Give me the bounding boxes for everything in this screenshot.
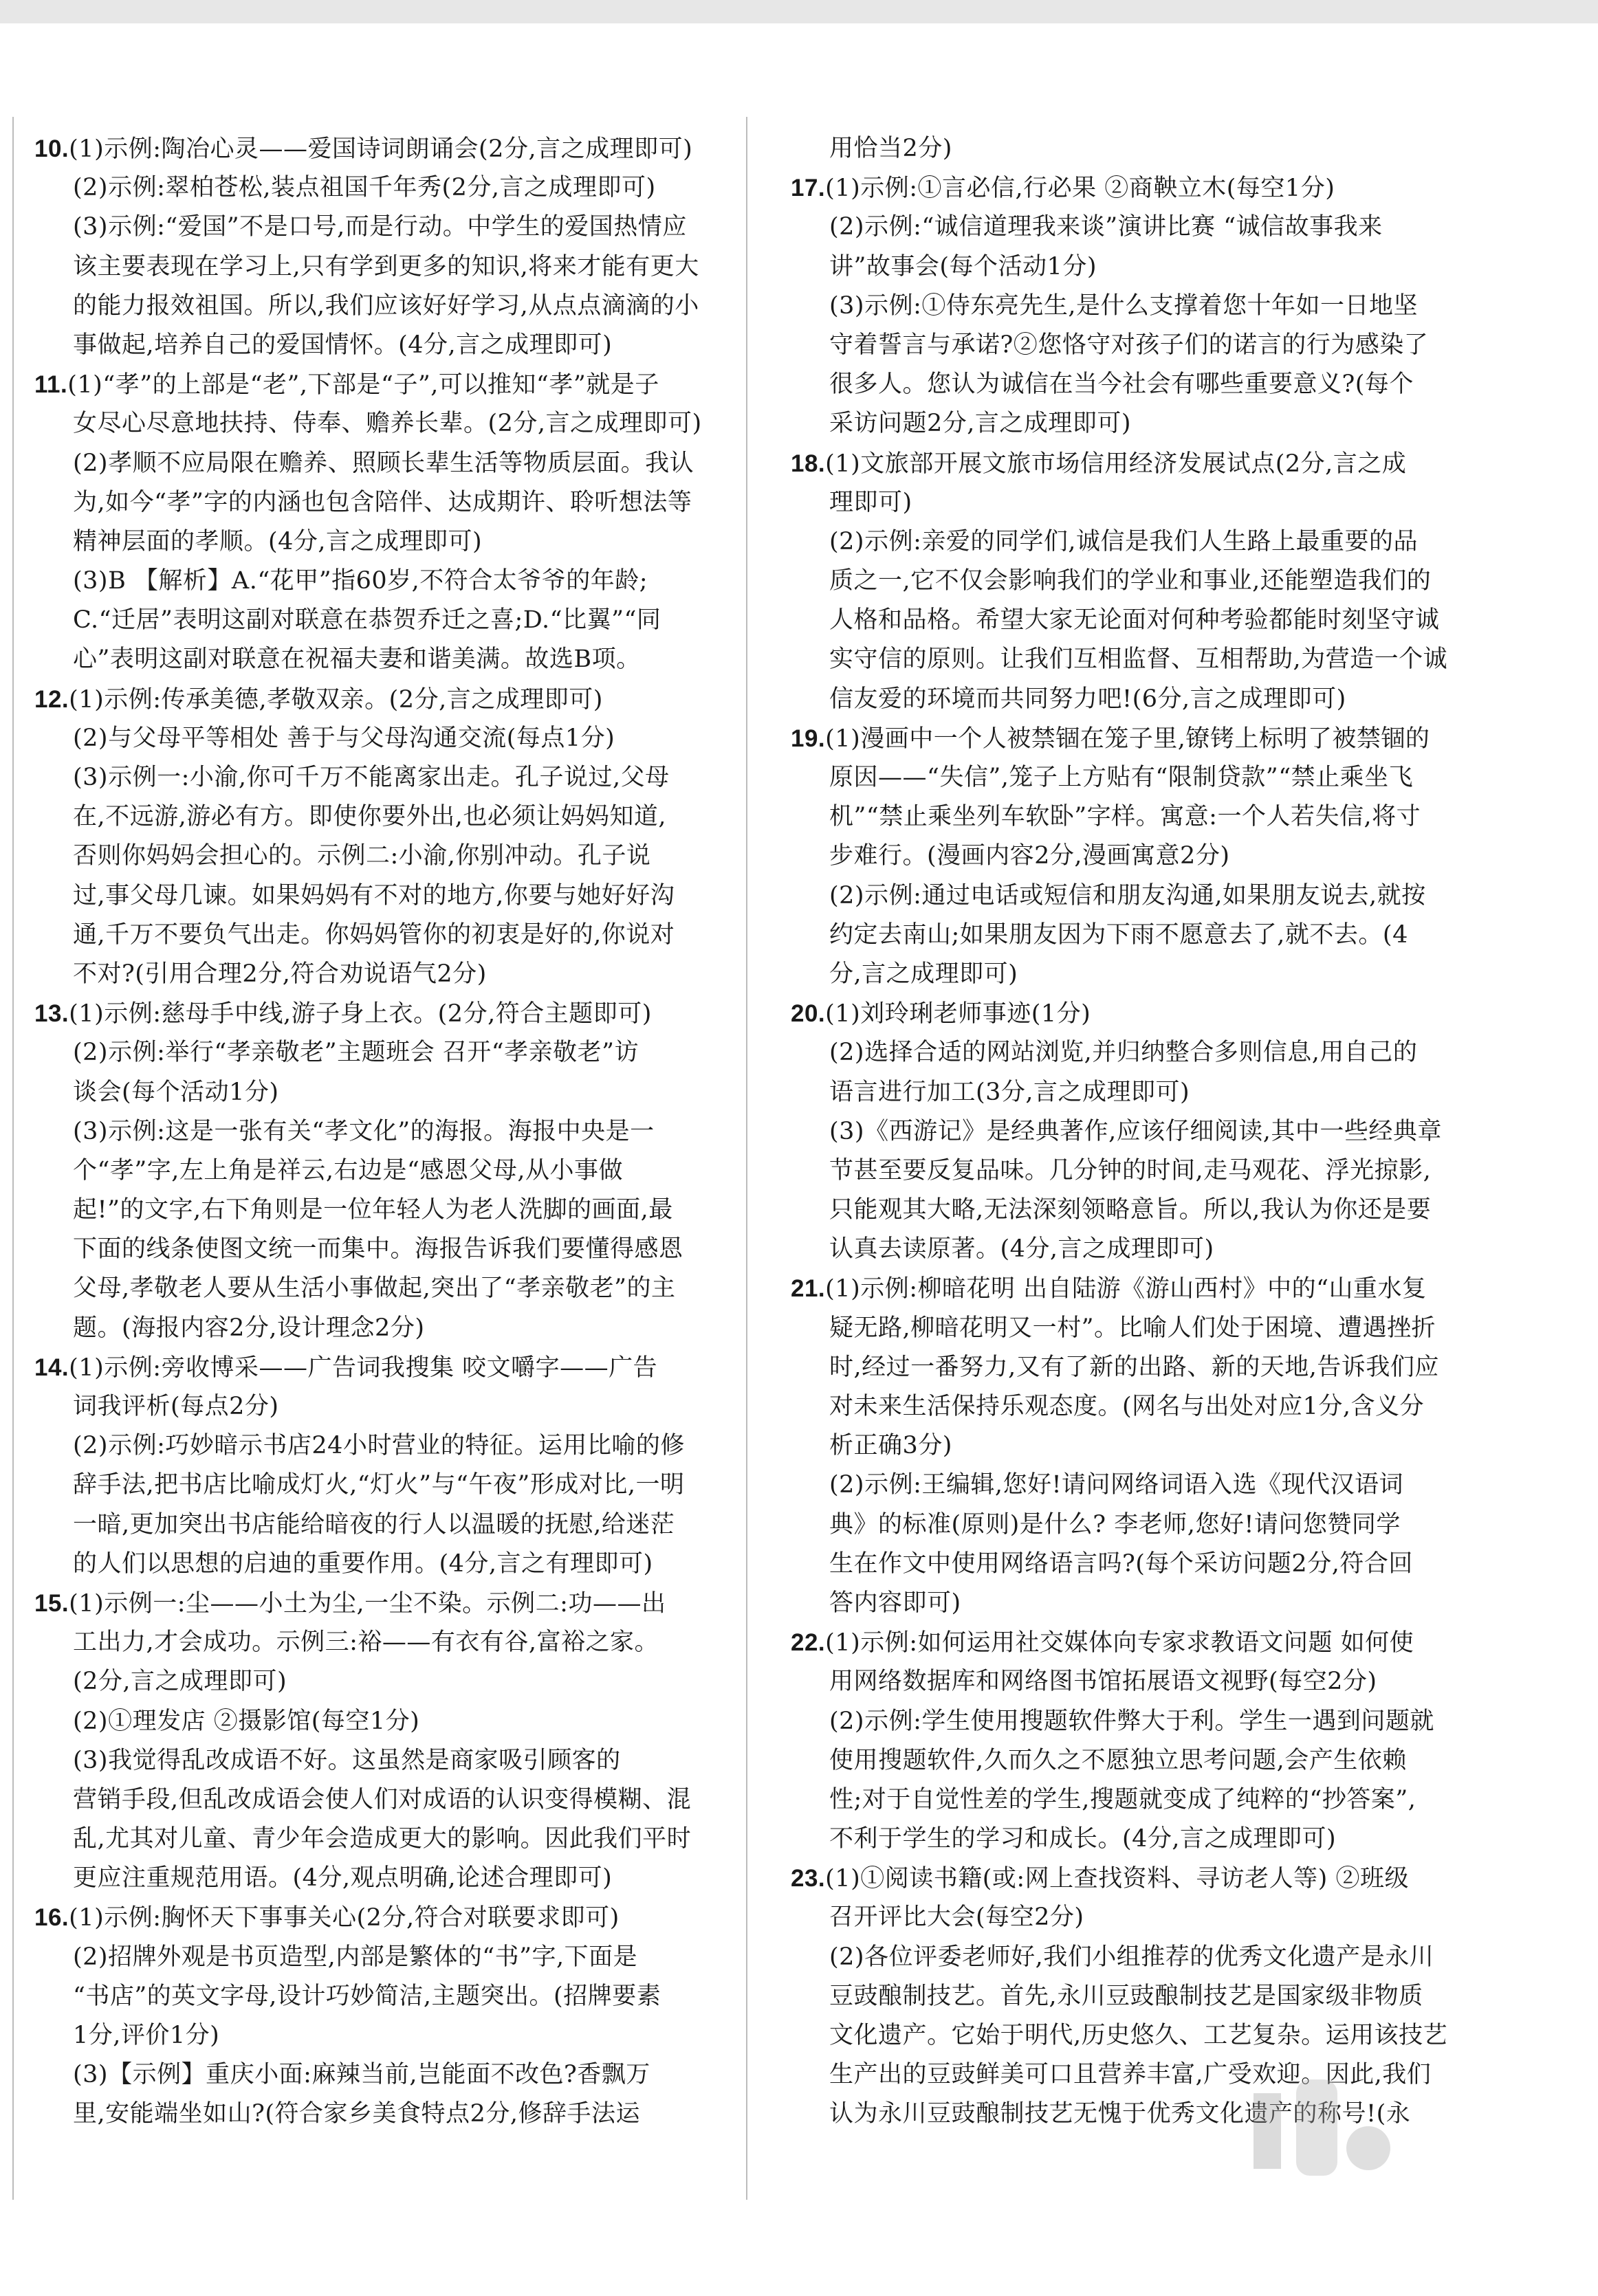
answer-text: 性;对于自觉性差的学生,搜题就变成了纯粹的“抄答案”,: [829, 1785, 1416, 1813]
answer-line: [791, 955, 1489, 994]
answer-text: “书店”的英文字母,设计巧妙简洁,主题突出。(招牌要素: [73, 1982, 661, 2010]
answer-text: 词我评析(每点2分): [73, 1393, 279, 1420]
answer-text: 不对?(引用合理2分,符合劝说语气2分): [73, 960, 487, 988]
answer-line: [34, 1584, 732, 1623]
answer-line: [791, 1780, 1489, 1820]
top-scan-bar: [0, 0, 1598, 23]
answer-text: 人格和品格。希望大家无论面对何种考验都能时刻坚守诚: [829, 606, 1440, 634]
answer-line: [791, 1702, 1489, 1741]
answer-line: [34, 1151, 732, 1191]
answer-text: 个“孝”字,左上角是祥云,右边是“感恩父母,从小事做: [73, 1156, 624, 1184]
answer-text: (2)与父母平等相处 善于与父母沟通交流(每点1分): [73, 724, 615, 752]
answer-line: [791, 1269, 1489, 1308]
answer-text: 约定去南山;如果朋友因为下雨不愿意去了,就不去。(4: [829, 920, 1408, 949]
question-number: 21.: [791, 1275, 826, 1303]
answer-line: [791, 1309, 1489, 1348]
left-column: [34, 129, 732, 2134]
answer-text: (2)示例:亲爱的同学们,诚信是我们人生路上最重要的品: [829, 527, 1418, 555]
answer-line: [34, 1545, 732, 1584]
answer-line: [34, 1859, 732, 1898]
answer-line: [791, 562, 1489, 601]
answer-text: 只能观其大略,无法深刻领略意旨。所以,我认为你还是要: [829, 1196, 1432, 1224]
answer-text: C.“迁居”表明这副对联意在恭贺乔迁之喜;D.“比翼”“同: [73, 606, 661, 634]
answer-text: (1)示例:柳暗花明 出自陆游《游山西村》中的“山重水复: [825, 1275, 1427, 1303]
answer-line: [791, 994, 1489, 1033]
answer-line: [791, 208, 1489, 247]
answer-text: 生在作文中使用网络语言吗?(每个采访问题2分,符合回: [829, 1549, 1413, 1578]
answer-text: 工出力,才会成功。示例三:裕——有衣有谷,富裕之家。: [73, 1629, 659, 1657]
answer-text: 辞手法,把书店比喻成灯火,“灯火”与“午夜”形成对比,一明: [73, 1471, 685, 1499]
answer-line: [34, 483, 732, 522]
answer-text: 用网络数据库和网络图书馆拓展语文视野(每空2分): [829, 1668, 1377, 1696]
answer-text: 女尽心尽意地扶持、侍奉、赡养长辈。(2分,言之成理即可): [73, 410, 702, 438]
answer-text: 豆豉酿制技艺。首先,永川豆豉酿制技艺是国家级非物质: [829, 1982, 1423, 2010]
answer-text: (1)示例一:尘——小土为尘,一尘不染。示例二:功——出: [69, 1589, 666, 1618]
answer-text: (2)示例:举行“孝亲敬老”主题班会 召开“孝亲敬老”访: [73, 1039, 639, 1067]
corner-watermark-icon: [1248, 2073, 1396, 2183]
answer-text: (3)【示例】重庆小面:麻辣当前,岂能面不改色?香飘万: [73, 2061, 650, 2089]
answer-text: 否则你妈妈会担心的。示例二:小渝,你别冲动。孔子说: [73, 842, 651, 870]
answer-line: [791, 1938, 1489, 1977]
answer-text: (1)文旅部开展文旅市场信用经济发展试点(2分,言之成: [825, 450, 1407, 478]
answer-line: [34, 1230, 732, 1269]
answer-line: [34, 797, 732, 837]
answer-line: [34, 916, 732, 955]
answer-line: [34, 287, 732, 326]
question-number: 13.: [34, 1000, 69, 1028]
answer-line: [791, 287, 1489, 326]
answer-text: (3)《西游记》是经典著作,应该仔细阅读,其中一些经典章: [829, 1117, 1442, 1145]
answer-text: (3)B 【解析】A.“花甲”指60岁,不符合太爷爷的年龄;: [73, 567, 648, 595]
answer-text: 在,不远游,游必有方。即使你要外出,也必须让妈妈知道,: [73, 803, 667, 831]
answer-line: [791, 1505, 1489, 1545]
answer-line: [791, 1584, 1489, 1623]
answer-text: (2)①理发店 ②摄影馆(每空1分): [73, 1707, 420, 1735]
answer-line: [34, 640, 732, 679]
answer-text: 采访问题2分,言之成理即可): [829, 410, 1132, 438]
answer-line: [34, 1191, 732, 1230]
answer-text: 疑无路,柳暗花明又一村”。比喻人们处于困境、遭遇挫折: [829, 1314, 1436, 1342]
question-number: 23.: [791, 1865, 826, 1892]
answer-line: [34, 2055, 732, 2095]
answer-line: [34, 1073, 732, 1112]
answer-text: 过,事父母几谏。如果妈妈有不对的地方,你要与她好好沟: [73, 881, 675, 909]
answer-line: [791, 483, 1489, 522]
answer-line: [791, 326, 1489, 365]
answer-text: (1)示例:胸怀天下事事关心(2分,符合对联要求即可): [69, 1904, 620, 1932]
answer-line: [34, 1348, 732, 1387]
answer-line: [791, 680, 1489, 719]
answer-text: 守着誓言与承诺?②您恪守对孩子们的诺言的行为感染了: [829, 331, 1429, 359]
answer-line: [34, 247, 732, 287]
answer-text: (1)刘玲琍老师事迹(1分): [825, 1000, 1091, 1028]
answer-text: 事做起,培养自己的爱国情怀。(4分,言之成理即可): [73, 331, 613, 359]
answer-text: (2)示例:通过电话或短信和朋友沟通,如果朋友说去,就按: [829, 881, 1426, 909]
answer-text: 原因——“失信”,笼子上方贴有“限制贷款”“禁止乘坐飞: [829, 764, 1414, 791]
column-divider: [746, 117, 747, 2200]
answer-line: [791, 522, 1489, 562]
answer-text: 实守信的原则。让我们互相监督、互相帮助,为营造一个诚: [829, 645, 1448, 674]
answer-line: [791, 1741, 1489, 1780]
answer-line: [34, 208, 732, 247]
answer-text: 父母,孝敬老人要从生活小事做起,突出了“孝亲敬老”的主: [73, 1274, 676, 1303]
question-number: 14.: [34, 1354, 69, 1381]
answer-line: [34, 758, 732, 797]
answer-line: [34, 404, 732, 443]
answer-line: [791, 601, 1489, 640]
answer-text: 答内容即可): [829, 1589, 961, 1617]
answer-text: 文化遗产。它始于明代,历史悠久、工艺复杂。运用该技艺: [829, 2022, 1448, 2049]
answer-line: [791, 1073, 1489, 1112]
answer-line: [791, 797, 1489, 837]
answer-text: 机”“禁止乘坐列车软卧”字样。寓意:一个人若失信,将寸: [829, 803, 1421, 831]
answer-line: [34, 1938, 732, 1977]
answer-text: (3)示例一:小渝,你可千万不能离家出走。孔子说过,父母: [73, 764, 670, 791]
answer-text: 更应注重规范用语。(4分,观点明确,论述合理即可): [73, 1864, 613, 1892]
answer-text: (2)招牌外观是书页造型,内部是繁体的“书”字,下面是: [73, 1943, 638, 1971]
answer-line: [791, 758, 1489, 797]
answer-text: 的人们以思想的启迪的重要作用。(4分,言之有理即可): [73, 1549, 653, 1578]
answer-line: [34, 1662, 732, 1701]
answer-line: [791, 168, 1489, 208]
answer-line: [791, 1662, 1489, 1701]
answer-text: (1)示例:传承美德,孝敬双亲。(2分,言之成理即可): [69, 685, 603, 714]
answer-text: 用恰当2分): [829, 135, 952, 162]
answer-line: [34, 444, 732, 483]
answer-text: (3)我觉得乱改成语不好。这虽然是商家吸引顾客的: [73, 1746, 621, 1774]
answer-line: [34, 1623, 732, 1662]
answer-text: 心”表明这副对联意在祝福夫妻和谐美满。故选B项。: [73, 645, 641, 674]
answer-text: 乱,尤其对儿童、青少年会造成更大的影响。因此我们平时: [73, 1825, 692, 1853]
answer-text: 析正确3分): [829, 1432, 952, 1460]
answer-line: [34, 1977, 732, 2016]
answer-text: 节甚至要反复品味。几分钟的时间,走马观花、浮光掠影,: [829, 1156, 1432, 1184]
answer-text: 质之一,它不仅会影响我们的学业和事业,还能塑造我们的: [829, 567, 1432, 595]
answer-text: 讲”故事会(每个活动1分): [829, 252, 1097, 280]
answer-line: [34, 2095, 732, 2134]
question-number: 20.: [791, 1000, 826, 1028]
answer-line: [34, 837, 732, 876]
answer-text: (1)示例:陶冶心灵——爱国诗词朗诵会(2分,言之成理即可): [69, 135, 693, 163]
answer-line: [34, 1898, 732, 1937]
answer-text: (2)孝顺不应局限在赡养、照顾长辈生活等物质层面。我认: [73, 449, 694, 477]
answer-line: [34, 680, 732, 719]
answer-line: [34, 129, 732, 168]
left-margin-rule: [12, 117, 14, 2200]
answer-line: [34, 1269, 732, 1308]
answer-text: 时,经过一番努力,又有了新的出路、新的天地,告诉我们应: [829, 1353, 1439, 1381]
answer-line: [791, 1033, 1489, 1072]
answer-line: [34, 994, 732, 1033]
answer-text: 为,如今“孝”字的内涵也包含陪伴、达成期许、聆听想法等: [73, 488, 692, 516]
answer-text: 认为永川豆豉酿制技艺无愧于优秀文化遗产的称号!(永: [829, 2100, 1411, 2128]
answer-line: [34, 601, 732, 640]
answer-text: (2)示例:学生使用搜题软件弊大于利。学生一遇到问题就: [829, 1707, 1434, 1735]
answer-line: [34, 1741, 732, 1780]
answer-text: (3)示例:这是一张有关“孝文化”的海报。海报中央是一: [73, 1117, 655, 1145]
answer-line: [791, 444, 1489, 483]
answer-text: (3)示例:①侍东亮先生,是什么支撑着您十年如一日地坚: [829, 291, 1418, 320]
answer-text: 不利于学生的学习和成长。(4分,言之成理即可): [829, 1825, 1337, 1853]
answer-line: [791, 640, 1489, 679]
answer-line: [791, 365, 1489, 404]
answer-line: [34, 168, 732, 208]
answer-line: [34, 562, 732, 601]
answer-text: (1)①阅读书籍(或:网上查找资料、寻访老人等) ②班级: [825, 1865, 1409, 1893]
answer-line: [791, 404, 1489, 443]
answer-text: 通,千万不要负气出走。你妈妈管你的初衷是好的,你说对: [73, 920, 675, 949]
answer-line: [34, 1820, 732, 1859]
question-number: 10.: [34, 135, 69, 162]
question-number: 18.: [791, 450, 826, 477]
answer-text: (1)示例:慈母手中线,游子身上衣。(2分,符合主题即可): [69, 1000, 652, 1028]
answer-line: [791, 1112, 1489, 1151]
answer-line: [34, 1780, 732, 1820]
question-number: 11.: [34, 371, 68, 399]
answer-line: [791, 129, 1489, 168]
answer-text: (1)示例:①言必信,行必果 ②商鞅立木(每空1分): [825, 175, 1335, 203]
question-number: 19.: [791, 725, 826, 752]
question-number: 16.: [34, 1904, 69, 1932]
answer-line: [34, 365, 732, 404]
answer-text: (1)示例:旁收博采——广告词我搜集 咬文嚼字——广告: [69, 1354, 658, 1382]
right-column: [791, 129, 1489, 2134]
answer-line: [791, 876, 1489, 916]
question-number: 12.: [34, 685, 69, 713]
answer-text: (1)“孝”的上部是“老”,下部是“子”,可以推知“孝”就是子: [67, 371, 659, 399]
answer-text: 营销手段,但乱改成语会使人们对成语的认识变得模糊、混: [73, 1785, 692, 1813]
answer-text: 召开评比大会(每空2分): [829, 1903, 1084, 1932]
answer-line: [791, 1230, 1489, 1269]
question-number: 15.: [34, 1589, 69, 1617]
answer-text: 很多人。您认为诚信在当今社会有哪些重要意义?(每个: [829, 371, 1414, 399]
answer-text: 步难行。(漫画内容2分,漫画寓意2分): [829, 842, 1230, 870]
answer-line: [791, 1623, 1489, 1662]
answer-text: (2)选择合适的网站浏览,并归纳整合多则信息,用自己的: [829, 1039, 1418, 1067]
answer-line: [791, 1426, 1489, 1466]
answer-line: [791, 1387, 1489, 1426]
answer-text: (1)漫画中一个人被禁锢在笼子里,镣铐上标明了被禁锢的: [825, 725, 1430, 753]
answer-text: 里,安能端坐如山?(符合家乡美食特点2分,修辞手法运: [73, 2100, 640, 2128]
answer-line: [34, 1505, 732, 1545]
answer-line: [791, 1191, 1489, 1230]
answer-text: (2)示例:“诚信道理我来谈”演讲比赛 “诚信故事我来: [829, 213, 1383, 241]
answer-text: (2)示例:王编辑,您好!请问网络词语入选《现代汉语词: [829, 1471, 1404, 1499]
answer-line: [791, 719, 1489, 758]
answer-line: [34, 326, 732, 365]
answer-text: (2分,言之成理即可): [73, 1668, 287, 1696]
answer-text: (2)各位评委老师好,我们小组推荐的优秀文化遗产是永川: [829, 1943, 1434, 1971]
answer-text: (2)示例:翠柏苍松,装点祖国千年秀(2分,言之成理即可): [73, 174, 656, 202]
answer-text: 该主要表现在学习上,只有学到更多的知识,将来才能有更大: [73, 252, 699, 280]
answer-line: [34, 1387, 732, 1426]
answer-line: [791, 1820, 1489, 1859]
question-number: 22.: [791, 1629, 826, 1657]
answer-text: 题。(海报内容2分,设计理念2分): [73, 1314, 425, 1342]
answer-text: 精神层面的孝顺。(4分,言之成理即可): [73, 527, 483, 555]
answer-line: [791, 2016, 1489, 2055]
answer-line: [34, 955, 732, 994]
answer-text: 信友爱的环境而共同努力吧!(6分,言之成理即可): [829, 685, 1346, 713]
answer-line: [791, 1151, 1489, 1191]
answer-text: 语言进行加工(3分,言之成理即可): [829, 1078, 1190, 1106]
answer-text: 起!”的文字,右下角则是一位年轻人为老人洗脚的画面,最: [73, 1196, 673, 1224]
answer-line: [34, 1426, 732, 1466]
answer-line: [791, 1977, 1489, 2016]
answer-text: 下面的线条使图文统一而集中。海报告诉我们要懂得感恩: [73, 1235, 683, 1263]
answer-line: [791, 1348, 1489, 1387]
answer-line: [34, 1112, 732, 1151]
answer-line: [34, 2016, 732, 2055]
answer-text: 分,言之成理即可): [829, 960, 1018, 988]
answer-line: [791, 1545, 1489, 1584]
answer-text: 认真去读原著。(4分,言之成理即可): [829, 1235, 1214, 1263]
answer-text: 理即可): [829, 488, 912, 516]
answer-text: 的能力报效祖国。所以,我们应该好好学习,从点点滴滴的小: [73, 291, 699, 320]
answer-text: (3)示例:“爱国”不是口号,而是行动。中学生的爱国热情应: [73, 213, 687, 241]
answer-line: [791, 1859, 1489, 1898]
answer-line: [34, 1466, 732, 1505]
answer-text: 1分,评价1分): [73, 2022, 220, 2049]
answer-line: [791, 247, 1489, 287]
answer-text: 使用搜题软件,久而久之不愿独立思考问题,会产生依赖: [829, 1746, 1407, 1774]
question-number: 17.: [791, 175, 826, 202]
answer-line: [791, 837, 1489, 876]
answer-line: [34, 1702, 732, 1741]
answer-line: [34, 1309, 732, 1348]
answer-text: 一暗,更加突出书店能给暗夜的行人以温暖的抚慰,给迷茫: [73, 1510, 675, 1538]
answer-line: [34, 876, 732, 916]
answer-line: [791, 916, 1489, 955]
answer-text: 对未来生活保持乐观态度。(网名与出处对应1分,含义分: [829, 1393, 1425, 1420]
answer-text: 典》的标准(原则)是什么? 李老师,您好!请问您赞同学: [829, 1510, 1401, 1538]
answer-line: [34, 719, 732, 758]
answer-text: (1)示例:如何运用社交媒体向专家求教语文问题 如何使: [825, 1629, 1414, 1657]
answer-line: [791, 1466, 1489, 1505]
answer-line: [34, 1033, 732, 1072]
answer-text: 谈会(每个活动1分): [73, 1078, 279, 1106]
answer-text: (2)示例:巧妙暗示书店24小时营业的特征。运用比喻的修: [73, 1432, 685, 1460]
answer-line: [791, 1898, 1489, 1937]
answer-text: 生产出的豆豉鲜美可口且营养丰富,广受欢迎。因此,我们: [829, 2061, 1432, 2089]
answer-line: [34, 522, 732, 562]
